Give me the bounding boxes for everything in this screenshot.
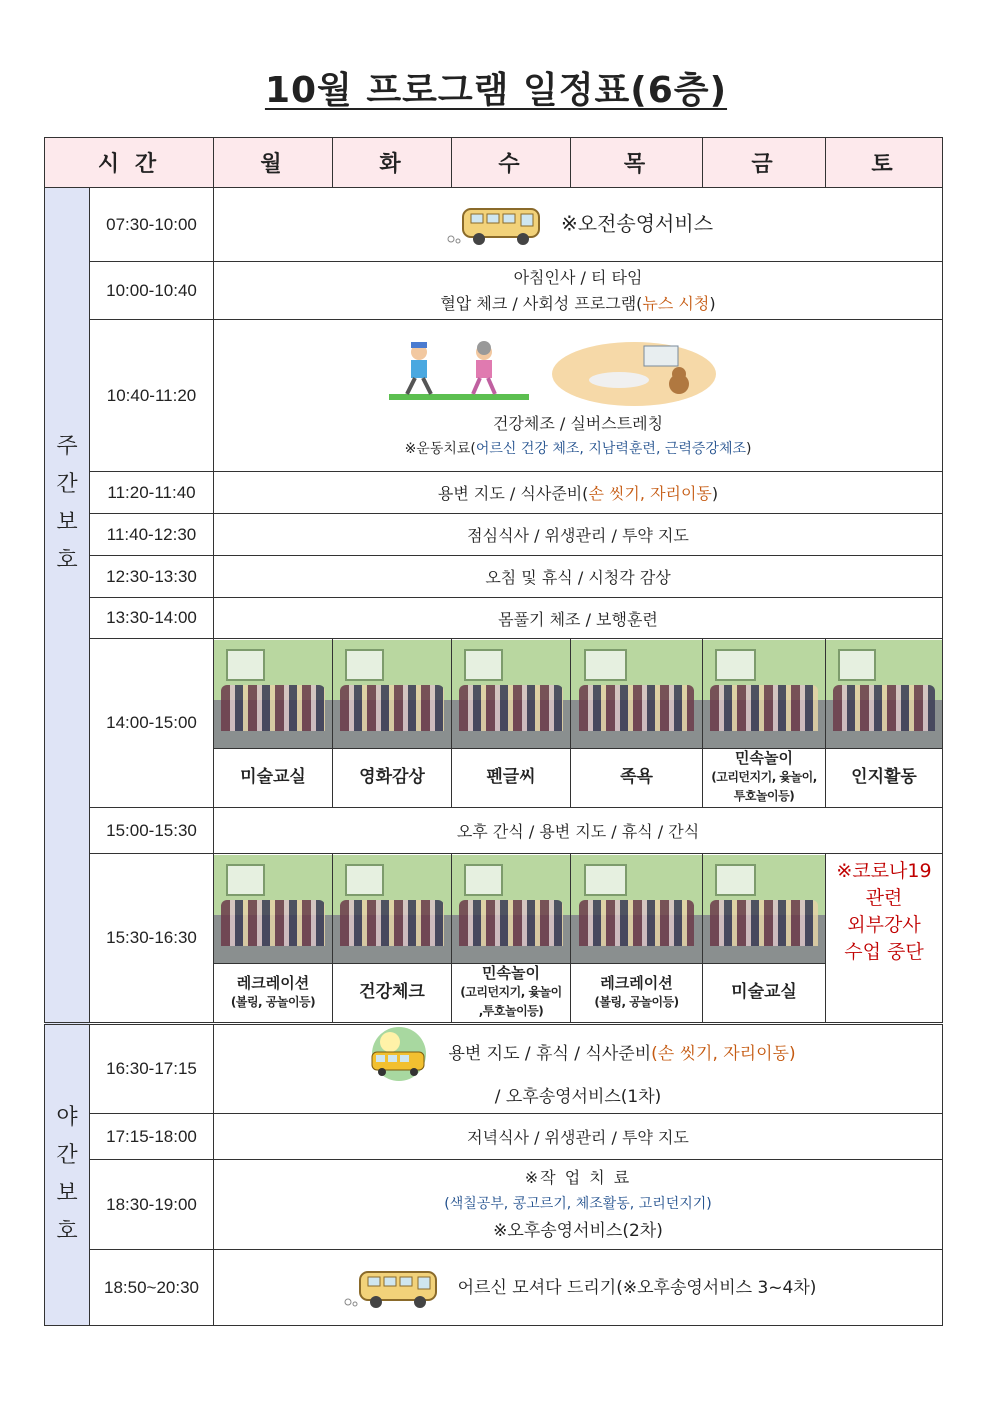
- time-cell: 17:15-18:00: [90, 1114, 214, 1160]
- folk-game-sub1: (고리던지기, 윷놀이: [460, 985, 562, 999]
- recreation-title: 레크레이션: [600, 973, 673, 992]
- activity-label: 미술교실: [240, 767, 306, 787]
- activity-card: [452, 639, 571, 808]
- activity-card: [826, 639, 943, 808]
- exercise-therapy-text: [214, 438, 942, 460]
- table-row: [45, 808, 943, 854]
- activity-photo: [703, 640, 825, 749]
- time-cell: 11:20-11:40: [90, 472, 214, 514]
- header-wed: 수: [452, 138, 571, 188]
- activity-label: 펜글씨: [486, 767, 536, 787]
- stretching-text: 건강체조 / 실버스트레칭: [492, 413, 664, 433]
- time-cell: 10:00-10:40: [90, 262, 214, 320]
- activity-card: [571, 854, 703, 1024]
- stretching-illustration-icon: [549, 336, 719, 408]
- folk-game-sub2: 투호놀이등): [733, 789, 795, 803]
- activity-label: [703, 749, 825, 806]
- activity-label: [214, 964, 332, 1021]
- home-shuttle-text: 어르신 모셔다 드리기(※오후송영서비스 3~4차): [457, 1277, 817, 1298]
- therapy-text-c: ): [746, 440, 752, 457]
- close-paren: ): [711, 484, 719, 503]
- table-row: [45, 188, 943, 262]
- evening-shuttle-text: / 오후송영서비스(1차): [494, 1087, 662, 1107]
- program-text-a: 혈압 체크 / 사회성 프로그램(: [440, 293, 643, 313]
- activity-cell: [214, 262, 943, 320]
- activity-photo: [703, 855, 825, 964]
- folk-game-sub1: (고리던지기, 윷놀이,: [711, 770, 817, 784]
- time-cell: 16:30-17:15: [90, 1024, 214, 1114]
- activity-cell: [214, 320, 943, 472]
- time-cell: 15:30-16:30: [90, 854, 214, 1024]
- activity-cell: [214, 1160, 943, 1250]
- second-shuttle-text: ※오후송영서비스(2차): [493, 1221, 663, 1241]
- evening-text-b: (손 씻기, 자리이동): [651, 1044, 796, 1064]
- time-cell: 12:30-13:30: [90, 556, 214, 598]
- time-cell: 18:50~20:30: [90, 1250, 214, 1326]
- activity-label: 영화감상: [359, 767, 425, 787]
- schedule-table: [44, 137, 943, 1326]
- table-row: [45, 1160, 943, 1250]
- activity-card: [703, 639, 826, 808]
- activity-cell: [214, 188, 943, 262]
- walking-seniors-icon: [389, 338, 529, 408]
- activity-cell: 점심식사 / 위생관리 / 투약 지도: [214, 514, 943, 556]
- time-cell: 13:30-14:00: [90, 598, 214, 639]
- activity-label: [452, 964, 570, 1021]
- program-text: [214, 291, 942, 317]
- table-row: [45, 1024, 943, 1114]
- time-cell: 07:30-10:00: [90, 188, 214, 262]
- activity-photo: [571, 855, 702, 964]
- header-thu: 목: [571, 138, 703, 188]
- table-row: [45, 262, 943, 320]
- activity-card: [214, 854, 333, 1024]
- header-row: [45, 138, 943, 188]
- table-row: [45, 854, 943, 1024]
- table-row: [45, 598, 943, 639]
- activity-photo: [452, 855, 570, 964]
- activity-cell: 오후 간식 / 용변 지도 / 휴식 / 간식: [214, 808, 943, 854]
- table-row: [45, 1250, 943, 1326]
- evening-text-a: 용변 지도 / 휴식 / 식사준비: [448, 1044, 652, 1064]
- activity-card: [703, 854, 826, 1024]
- page-title: 10월 프로그램 일정표(6층): [264, 70, 728, 111]
- time-cell: 10:40-11:20: [90, 320, 214, 472]
- table-row: [45, 472, 943, 514]
- table-row: [45, 639, 943, 808]
- activity-photo: [214, 640, 332, 749]
- activity-photo: [214, 855, 332, 964]
- activity-card: [333, 639, 452, 808]
- header-sat: 토: [826, 138, 943, 188]
- therapy-detail: 어르신 건강 체조, 지남력훈련, 근력증강체조: [475, 440, 746, 457]
- activity-label: 건강체크: [359, 982, 425, 1002]
- exercise-images: [214, 332, 942, 410]
- activity-photo: [571, 640, 702, 749]
- occupational-therapy-title: ※작 업 치 료: [524, 1168, 632, 1187]
- recreation-sub: (볼링, 공놀이등): [594, 994, 679, 1009]
- section-day-care: 주 간 보 호: [45, 188, 90, 1024]
- activity-card: [333, 854, 452, 1024]
- header-mon: 월: [214, 138, 333, 188]
- activity-label: 족욕: [620, 767, 653, 787]
- handwash-text: 손 씻기, 자리이동: [588, 484, 712, 503]
- occupational-therapy-detail: (색칠공부, 콩고르기, 체조활동, 고리던지기): [444, 1196, 712, 1212]
- activity-photo: [333, 855, 451, 964]
- activity-cell: 오침 및 휴식 / 시청각 감상: [214, 556, 943, 598]
- activity-label: 인지활동: [851, 767, 917, 787]
- activity-cell: [214, 1250, 943, 1326]
- recreation-sub: (볼링, 공놀이등): [230, 994, 316, 1009]
- greeting-text: 아침인사 / 티 타임: [513, 267, 643, 287]
- header-time: 시 간: [45, 138, 214, 188]
- recreation-title: 레크레이션: [236, 973, 310, 992]
- time-cell: 15:00-15:30: [90, 808, 214, 854]
- bus-icon: [340, 1266, 450, 1310]
- activity-photo: [333, 640, 451, 749]
- activity-photo: [826, 640, 942, 749]
- folk-game-sub2: ,투호놀이등): [478, 1004, 544, 1018]
- activity-card: [452, 854, 571, 1024]
- activity-label: [571, 964, 702, 1021]
- time-cell: 14:00-15:00: [90, 639, 214, 808]
- covid-notice: ※코로나19 관련 외부강사 수업 중단: [826, 854, 943, 1024]
- activity-cell: 저녁식사 / 위생관리 / 투약 지도: [214, 1114, 943, 1160]
- header-tue: 화: [333, 138, 452, 188]
- activity-card: [571, 639, 703, 808]
- folk-game-title: 민속놀이: [482, 964, 540, 982]
- activity-cell: [214, 472, 943, 514]
- time-cell: 11:40-12:30: [90, 514, 214, 556]
- time-cell: 18:30-19:00: [90, 1160, 214, 1250]
- folk-game-title: 민속놀이: [735, 749, 793, 767]
- toilet-text: 용변 지도 / 식사준비(: [437, 484, 589, 503]
- program-text-c: ): [709, 293, 716, 313]
- evening-line1: [214, 1026, 942, 1082]
- table-row: [45, 514, 943, 556]
- activity-cell: 몸풀기 체조 / 보행훈련: [214, 598, 943, 639]
- table-row: [45, 320, 943, 472]
- activity-photo: [452, 640, 570, 749]
- morning-shuttle-text: ※오전송영서비스: [561, 211, 714, 235]
- news-text: 뉴스 시청: [642, 293, 710, 313]
- table-row: [45, 556, 943, 598]
- activity-label: 미술교실: [731, 982, 797, 1002]
- activity-card: [214, 639, 333, 808]
- therapy-text-a: ※운동치료(: [404, 440, 476, 457]
- bus-icon: [443, 203, 553, 247]
- activity-cell: [214, 1024, 943, 1114]
- shuttle-bus-icon: [360, 1026, 438, 1082]
- section-night-care: 야 간 보 호: [45, 1024, 90, 1326]
- table-row: [45, 1114, 943, 1160]
- header-fri: 금: [703, 138, 826, 188]
